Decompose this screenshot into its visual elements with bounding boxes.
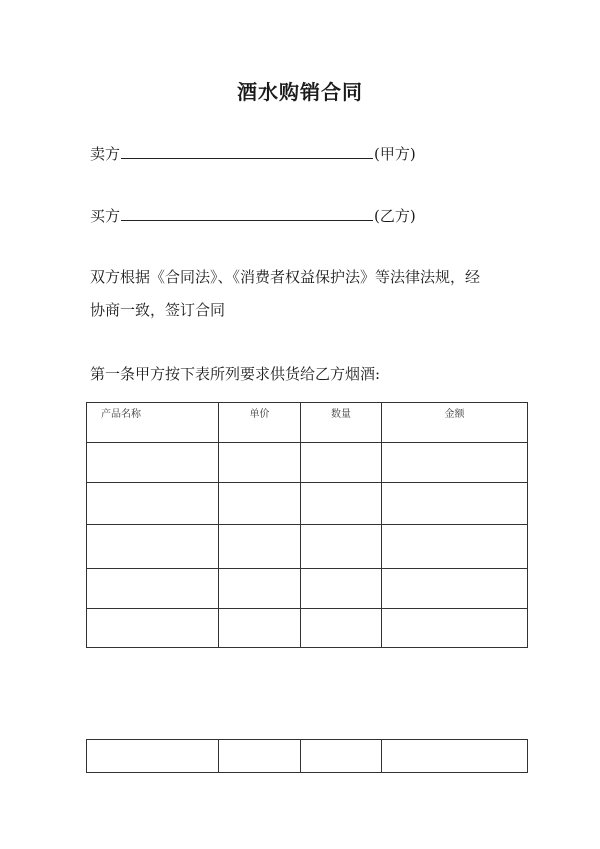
header-quantity: 数量 — [301, 403, 382, 443]
table-row — [87, 525, 528, 569]
table-cell[interactable] — [301, 525, 382, 569]
table-row — [87, 483, 528, 525]
table-row — [87, 569, 528, 609]
table-row — [87, 609, 528, 648]
table-cell[interactable] — [87, 525, 219, 569]
seller-blank — [121, 144, 373, 159]
table-cell[interactable] — [382, 609, 528, 648]
table-cell[interactable] — [87, 443, 219, 483]
table-cell[interactable] — [382, 483, 528, 525]
table-row — [87, 443, 528, 483]
intro-line-1: 双方根据《合同法》、《消费者权益保护法》等法律法规，经 — [90, 268, 481, 286]
table-cell[interactable] — [301, 569, 382, 609]
header-product-name: 产品名称 — [87, 403, 219, 443]
table-row — [87, 740, 528, 773]
table-cell[interactable] — [87, 609, 219, 648]
seller-role: (甲方) — [374, 145, 416, 163]
table-cell[interactable] — [219, 569, 301, 609]
table-cell[interactable] — [219, 443, 301, 483]
intro-line-2: 协商一致，签订合同 — [90, 301, 226, 319]
table-cell[interactable] — [87, 740, 219, 773]
clause-1: 第一条甲方按下表所列要求供货给乙方烟酒: — [90, 365, 381, 383]
table-cell[interactable] — [301, 740, 382, 773]
document-title: 酒水购销合同 — [237, 80, 363, 104]
table-cell[interactable] — [301, 609, 382, 648]
buyer-label: 买方 — [90, 207, 121, 225]
table-cell[interactable] — [219, 483, 301, 525]
table-cell[interactable] — [301, 483, 382, 525]
buyer-line — [90, 205, 416, 226]
table-cell[interactable] — [382, 740, 528, 773]
intro-paragraph — [90, 261, 520, 327]
header-unit-price: 单价 — [219, 403, 301, 443]
goods-table — [86, 402, 528, 648]
seller-line — [90, 143, 416, 164]
table-cell[interactable] — [219, 609, 301, 648]
table-cell[interactable] — [382, 569, 528, 609]
goods-table-continued — [86, 739, 528, 773]
seller-label: 卖方 — [90, 145, 121, 163]
table-cell[interactable] — [87, 569, 219, 609]
table-header-row — [87, 403, 528, 443]
table-cell[interactable] — [219, 525, 301, 569]
table-cell[interactable] — [382, 525, 528, 569]
buyer-blank — [121, 206, 373, 221]
table-cell[interactable] — [301, 443, 382, 483]
table-cell[interactable] — [87, 483, 219, 525]
buyer-role: (乙方) — [374, 207, 416, 225]
table-cell[interactable] — [382, 443, 528, 483]
header-amount: 金额 — [382, 403, 528, 443]
table-cell[interactable] — [219, 740, 301, 773]
